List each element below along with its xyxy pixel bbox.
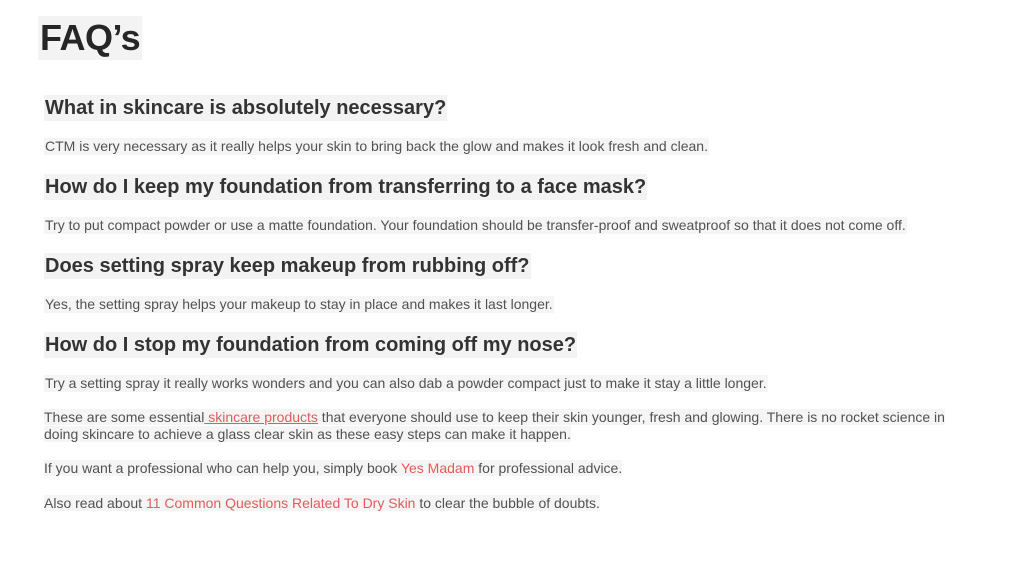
dry-skin-questions-link[interactable]: 11 Common Questions Related To Dry Skin [145,495,416,511]
faq-question: How do I stop my foundation from coming off my nose? [45,334,577,356]
closing-paragraph-read-more [44,495,974,512]
faq-item [44,253,984,279]
closing-text: If you want a professional who can help you, simply book [44,460,401,476]
faq-question: Does setting spray keep makeup from rubbing off? [45,255,530,277]
closing-text: for professional advice. [474,460,623,476]
faq-item [44,174,984,200]
faq-question: How do I keep my foundation from transferring to a face mask? [45,176,647,198]
faq-item [44,95,984,121]
faq-item [44,332,984,358]
closing-text: to clear the bubble of doubts. [415,495,600,511]
closing-text: Also read about [44,495,146,511]
closing-paragraph-products [44,409,974,443]
closing-text: that everyone should use to keep their skin younger, fresh and glowing. There is no rocket science in doing skincare to achieve a glass clear skin as these easy steps can make it happen. [44,409,945,442]
faq-answer-block [44,296,984,314]
closing-text: These are some essential [44,409,205,425]
faq-question: What in skincare is absolutely necessary? [45,97,447,119]
faq-answer-block [44,138,984,156]
faq-answer-block [44,217,984,235]
faq-answer: Try a setting spray it really works wonders and you can also dab a powder compact just to make it stay a little longer. [45,375,767,391]
faq-answer: CTM is very necessary as it really helps your skin to bring back the glow and makes it look fresh and clean. [45,138,708,154]
faq-answer: Yes, the setting spray helps your makeup to stay in place and makes it last longer. [45,296,553,312]
faq-answer-block [44,375,984,393]
yes-madam-link[interactable]: Yes Madam [400,460,475,476]
page-title: FAQ’s [40,17,141,58]
closing-paragraph-booking [44,460,974,477]
skincare-products-link[interactable]: skincare products [204,409,318,425]
faq-answer: Try to put compact powder or use a matte foundation. Your foundation should be transfer-proof and sweatproof so that it does not come off. [45,217,906,233]
